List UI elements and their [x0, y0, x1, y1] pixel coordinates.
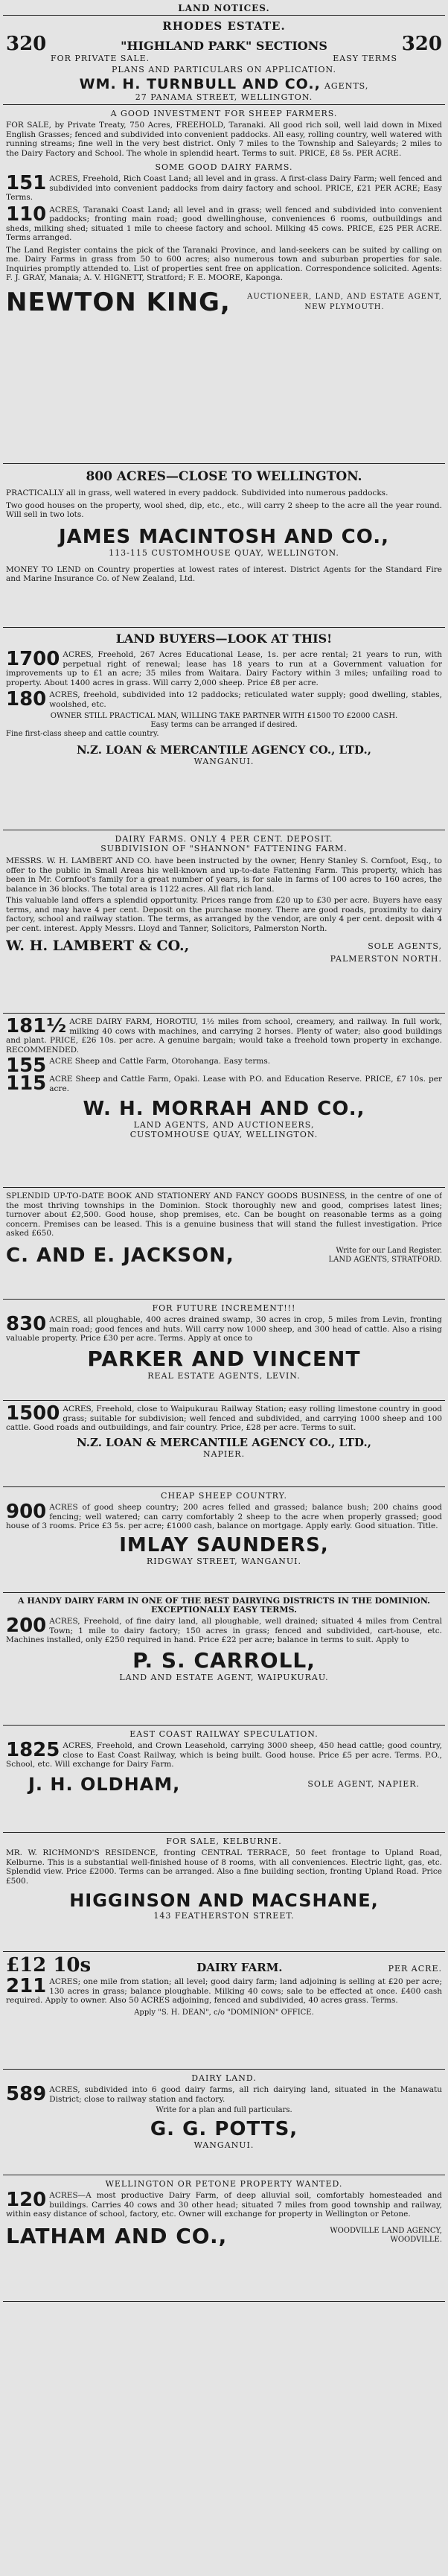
agent-name: P. S. CARROLL, [132, 1647, 316, 1673]
plans-note: PLANS AND PARTICULARS ON APPLICATION. [112, 65, 336, 74]
ad-body: This valuable land offers a splendid opportunity. Prices range from £20 up to £30 per acre. Buyers have easy terms, and may have 4 per cent. Deposit on the purchase money. There are good roads, proximity to dairy factory, school and railway station. The terms, as arranged by the vendor, are only 4 per cent. deposit with 4 per cent. interest. Apply Messrs. Lloyd and Tanner, Solicitors, Palmerston North. [6, 896, 442, 933]
ad-heading: A HANDY DAIRY FARM IN ONE OF THE BEST DAIRYING DISTRICTS IN THE DOMINION. EXCEPTIONALLY EASY TERMS. [18, 1597, 430, 1615]
ad-heading: SOME GOOD DAIRY FARMS. [155, 162, 293, 172]
ad-body: ACRES, Freehold, Rich Coast Land; all level and in grass. A first-class Dairy Farm; well fenced and subdivided into convenient paddocks from dairy factory and school. PRICE, £21 PER ACRE; Easy Terms. [6, 174, 442, 202]
ad-body: ACRES, Freehold, 267 Acres Educational Lease, 1s. per acre rental; 21 years to run, with perpetual right of renewal; lease has 18 years to run at a Government valuation for improvements up to £1 an acre; 35 miles from Waitara. Dairy Factory within 3 miles; unfailing road to property. About 1400 acres in grass. Will carry 2,000 sheep. Price £8 per acre. [6, 650, 442, 687]
agent-note: Write for our Land Register. [336, 1246, 442, 1255]
agent-role: REAL ESTATE AGENTS, LEVIN. [147, 1370, 301, 1381]
ad-lambert [6, 834, 442, 1010]
acreage: 830 [6, 1313, 47, 1335]
acreage: 200 [6, 1615, 47, 1637]
agent-town: CUSTOMHOUSE QUAY, WELLINGTON. [129, 1130, 319, 1139]
agent-name: N.Z. LOAN & MERCANTILE AGENCY CO., LTD., [77, 743, 371, 757]
ad-body: ACRES, Freehold, close to Waipukurau Railway Station; easy rolling limestone country in good grass; suitable for subdivision; well fenced and subdivided, and carrying 1000 sheep and 100 cattle. Good roads and outbuildings, and fair country. Price, £28 per acre. Terms to suit. [6, 1405, 442, 1432]
agent-role: WOODVILLE LAND AGENCY, WOODVILLE. [330, 2227, 442, 2244]
ad-heading: DAIRY FARMS. ONLY 4 PER CENT. DEPOSIT. [115, 834, 333, 844]
ad-body: ACRE Sheep and Cattle Farm, Otorohanga. Easy terms. [49, 1057, 271, 1066]
ad-body: The Land Register contains the pick of the Taranaki Province, and land-seekers can be suited by calling on me. Dairy Farms in grass from 50 to 600 acres; also numerous town and suburban properties for sale. Inquiries promptly attended to. List of properties sent free on application. Correspondence solicited. Agents: F. J. GRAY, Manaia; A. V. HIGNETT, Stratford; F. E. MOORE, Kaponga. [6, 245, 442, 282]
acreage: 211 [6, 1975, 47, 1997]
agent-address: 27 PANAMA STREET, WELLINGTON. [135, 92, 313, 101]
acreage: 589 [6, 2083, 47, 2105]
agent-name: N.Z. LOAN & MERCANTILE AGENCY CO., LTD., [77, 1435, 371, 1449]
agent-role: LAND AND ESTATE AGENT, WAIPUKURAU. [119, 1672, 329, 1682]
agent-address: 143 FEATHERSTON STREET. [153, 1911, 295, 1921]
ad-heading: FOR SALE, KELBURNE. [166, 1836, 282, 1846]
ad-body: ACRES—A most productive Dairy Farm, of deep alluvial soil, comfortably homesteaded and buildings. Carries 40 cows and 30 other head; situated 7 miles from good township and railway, within easy distance of school, factory, etc. Owner will exchange for property in Wellington or Petone. [6, 2191, 442, 2219]
agent-name: NEWTON KING, [6, 287, 231, 317]
price: £12 10s [6, 1956, 92, 1976]
sale-type: FOR PRIVATE SALE. [51, 54, 150, 63]
ad-heading: LAND BUYERS—LOOK AT THIS! [115, 632, 333, 646]
agent-address: RIDGWAY STREET, WANGANUI. [147, 1556, 301, 1566]
divider [3, 1187, 445, 1188]
agent-name: W. H. MORRAH AND CO., [83, 1098, 365, 1120]
acreage: 1700 [6, 648, 60, 670]
agent-name: PARKER AND VINCENT [87, 1346, 361, 1371]
acreage: 1500 [6, 1405, 60, 1425]
agent-name: W. H. LAMBERT & CO., [6, 938, 190, 954]
lot-count-left: 320 [6, 33, 47, 55]
divider [3, 15, 445, 16]
acreage: 115 [6, 1072, 47, 1095]
acreage: 1825 [6, 1739, 60, 1761]
ad-latham [6, 2179, 442, 2298]
ad-oldham [6, 1729, 442, 1829]
divider [3, 2069, 445, 2070]
ad-body: MR. W. RICHMOND'S RESIDENCE, fronting CENTRAL TERRACE, 50 feet frontage to Upland Road, Kelburne. This is a substantial well-finished house of 8 rooms, with all conveniences. Electric light, gas, etc. Splendid view. Price £2000. Terms can be arranged. Also a fine building section, fronting Upland Road. Price £500. [6, 1848, 442, 1886]
ad-body: ACRES, Taranaki Coast Land; all level and in grass; well fenced and subdivided into convenient paddocks; fronting main road; good dwellinghouse, conveniences 6 rooms, outbuildings and sheds, milking shed; situated 1 mile to cheese factory and school. Milking 45 cows. PRICE, £25 PER ACRE. Terms arranged. [6, 205, 442, 242]
ad-title: RHODES ESTATE. [162, 19, 286, 33]
ad-nz-loan-napier [6, 1405, 442, 1483]
ad-morrah [6, 1017, 442, 1184]
ad-note: Write for a plan and full particulars. [156, 2106, 292, 2114]
ad-body: MESSRS. W. H. LAMBERT AND CO. have been instructed by the owner, Henry Stanley S. Cornfoot, Esq., to offer to the public in Small Areas his well-known and up-to-date Fattening Farm. This property, which has been in Mr. Cornfoot's family for a great number of years, is for sale in farms of 100 acres to 160 acres, the balance in 36 blocks. The total area is 1122 acres. All flat rich land. [6, 856, 442, 894]
agent-town: WANGANUI. [193, 2140, 255, 2150]
terms: EASY TERMS [333, 54, 397, 63]
ad-body: ACRES, all ploughable, 400 acres drained swamp, 30 acres in crop, 5 miles from Levin, fronting main road; good fences and huts. Will carry now 1000 sheep, and 300 head of cattle. Also a rising valuable property. Price £30 per acre. Terms. Apply at once to [6, 1315, 442, 1343]
divider [3, 1951, 445, 1952]
price-unit: PER ACRE. [388, 1964, 442, 1974]
agent-role: SOLE AGENT, NAPIER. [307, 1779, 420, 1789]
agent-town: NAPIER. [202, 1448, 246, 1459]
ad-carroll [6, 1597, 442, 1722]
agent-role: AGENTS, [324, 81, 369, 91]
ad-body: SPLENDID UP-TO-DATE BOOK AND STATIONERY AND FANCY GOODS BUSINESS, in the centre of one of the most thriving townships in the Dominion. Stock thoroughly new and good, comprises latest lines; turnover about £2,500. Good house, shop premises, etc. Can be bought on reasonable terms as a going concern. Premises can be leased. This is a genuine business that will stand the fullest investigation. Price asked £650. [6, 1192, 442, 1238]
agent-name: IMLAY SAUNDERS, [119, 1533, 329, 1556]
agent-address: 113-115 CUSTOMHOUSE QUAY, WELLINGTON. [109, 547, 339, 558]
divider [3, 1013, 445, 1014]
ad-note: OWNER STILL PRACTICAL MAN, WILLING TAKE PARTNER WITH £1500 TO £2000 CASH. [50, 712, 398, 720]
ad-body: ACRES, Freehold, of fine dairy land, all ploughable, well drained; situated 4 miles from Central Town; 1 mile to dairy factory; 150 acres in grass; fenced and subdivided, cart-house, etc. Machines installed, only £250 required in hand. Price £22 per acre; balance in terms to suit. Apply to [6, 1617, 442, 1644]
agent-name: LATHAM AND CO., [6, 2223, 228, 2248]
agent-name: J. H. OLDHAM, [28, 1773, 181, 1795]
acreage: 155 [6, 1055, 47, 1077]
agent-name: WM. H. TURNBULL AND CO., [79, 76, 321, 92]
agent-town: NEW PLYMOUTH. [304, 302, 385, 311]
agent-town: PALMERSTON NORTH. [330, 954, 442, 964]
ad-parker-vincent [6, 1303, 442, 1397]
acreage: 180 [6, 688, 47, 710]
divider [3, 104, 445, 105]
agent-role: LAND AGENTS, STRATFORD. [328, 1255, 442, 1264]
agent-name: G. G. POTTS, [150, 2118, 298, 2140]
ad-jackson [6, 1192, 442, 1296]
ad-heading: 800 ACRES—CLOSE TO WELLINGTON. [86, 469, 362, 484]
agent-role: SOLE AGENTS, [368, 941, 442, 951]
ad-heading: WELLINGTON OR PETONE PROPERTY WANTED. [105, 2179, 343, 2189]
ad-potts [6, 2073, 442, 2172]
ad-subtitle: "HIGHLAND PARK" SECTIONS [121, 39, 327, 53]
ad-rhodes-estate [6, 19, 442, 101]
ad-newton-king [6, 109, 442, 460]
ad-body: ACRES, subdivided into 6 good dairy farms, all rich dairying land, situated in the Manawatu District; close to railway station and factory. [49, 2085, 442, 2104]
ad-body: ACRES of good sheep country; 200 acres felled and grassed; balance bush; 200 chains good fencing; well watered; can carry comfortably 2 sheep to the acre when properly grassed; good house of 3 rooms. Price £3 5s. per acre; £1000 cash, balance on mortgage. Apply early. Good situation. Title. [6, 1503, 442, 1530]
ad-contact: Apply "S. H. DEAN", c/o "DOMINION" OFFICE. [134, 2008, 314, 2017]
ad-higginson-macshane [6, 1836, 442, 1948]
acreage: 151 [6, 172, 47, 194]
lot-count-right: 320 [401, 33, 442, 55]
ad-imlay-saunders [6, 1491, 442, 1589]
acreage: 110 [6, 203, 47, 226]
agent-town: WANGANUI. [193, 757, 255, 766]
ad-body: Two good houses on the property, wool shed, dip, etc., etc., will carry 2 sheep to the acre all the year round. Will sell in two lots. [6, 500, 442, 519]
ad-subheading: SUBDIVISION OF "SHANNON" FATTENING FARM. [100, 844, 348, 853]
agent-name: JAMES MACINTOSH AND CO., [59, 525, 389, 548]
acreage: 181½ [6, 1017, 67, 1037]
ad-heading: DAIRY FARM. [196, 1961, 283, 1974]
ad-heading: EAST COAST RAILWAY SPECULATION. [129, 1729, 319, 1739]
agent-role: LAND AGENTS, AND AUCTIONEERS, [133, 1120, 315, 1130]
ad-heading: FOR FUTURE INCREMENT!!! [152, 1303, 296, 1313]
divider [3, 1486, 445, 1487]
ad-body: ACRE Sheep and Cattle Farm, Opaki. Lease with P.O. and Education Reserve. PRICE, £7 10s. per acre. [49, 1075, 442, 1093]
acreage: 120 [6, 2189, 47, 2211]
ad-note: Fine first-class sheep and cattle country. [6, 730, 159, 738]
divider [3, 463, 445, 464]
divider [3, 2301, 445, 2302]
ad-body: ACRE DAIRY FARM, HOROTIU, 1½ miles from school, creamery, and railway. In full work, milking 40 cows with machines, and carrying 2 horses. Plenty of water; also good buildings and plant. PRICE, £26 10s. per acre. A genuine bargain; would take a freehold town property in exchange. RECOMMENDED. [6, 1017, 442, 1055]
divider [3, 1725, 445, 1726]
agent-role: AUCTIONEER, LAND, AND ESTATE AGENT, [247, 292, 442, 301]
ad-heading: CHEAP SHEEP COUNTRY. [161, 1491, 287, 1501]
ad-body: MONEY TO LEND on Country properties at lowest rates of interest. District Agents for the Standard Fire and Marine Insurance Co. of New Zealand, Ltd. [6, 565, 442, 583]
divider [3, 1400, 445, 1401]
section-header: LAND NOTICES. [178, 3, 270, 13]
ad-dairy-farm [6, 1956, 442, 2066]
divider [3, 1592, 445, 1593]
ad-nz-loan-wanganui [6, 632, 442, 827]
acreage: 900 [6, 1501, 47, 1523]
divider [3, 1832, 445, 1833]
ad-body: ACRES, Freehold, and Crown Leasehold, carrying 3000 sheep, 450 head cattle; good country, close to East Coast Railway, which is being built. Good house. Price £5 per acre. Terms. P.O., School, etc. Will exchange for Dairy Farm. [6, 1741, 442, 1769]
ad-heading: A GOOD INVESTMENT FOR SHEEP FARMERS. [110, 109, 338, 118]
ad-james-macintosh [6, 469, 442, 624]
ad-body: PRACTICALLY all in grass, well watered in every paddock. Subdivided into numerous paddocks. [6, 489, 388, 497]
agent-name: C. AND E. JACKSON, [6, 1244, 234, 1267]
agent-name: HIGGINSON AND MACSHANE, [69, 1890, 379, 1911]
ad-body: FOR SALE, by Private Treaty, 750 Acres, FREEHOLD, Taranaki. All good rich soil, well laid down in Mixed English Grasses; fenced and subdivided into convenient paddocks. All easy, rolling country, well watered with running streams; fine well in the very best district. Only 7 miles to the Township and Saleyards; 2 miles to the Dairy Factory and School. The whole in splendid heart. Terms to suit. PRICE, £8 5s. PER ACRE. [6, 121, 442, 158]
divider [3, 627, 445, 628]
ad-note: Easy terms can be arranged if desired. [150, 721, 298, 729]
ad-body: ACRES; one mile from station; all level; good dairy farm; land adjoining is selling at £20 per acre; 130 acres in grass; balance ploughable. Milking 40 cows; sale to be effected at once. £400 cash required. Apply to owner. Also 50 ACRES adjoining, fenced and subdivided, 40 acres grass. Terms. [6, 1977, 442, 2005]
ad-heading: DAIRY LAND. [191, 2073, 257, 2083]
ad-body: ACRES, freehold, subdivided into 12 paddocks; reticulated water supply; good dwelling, stables, woolshed, etc. [49, 690, 442, 709]
divider [3, 1299, 445, 1300]
